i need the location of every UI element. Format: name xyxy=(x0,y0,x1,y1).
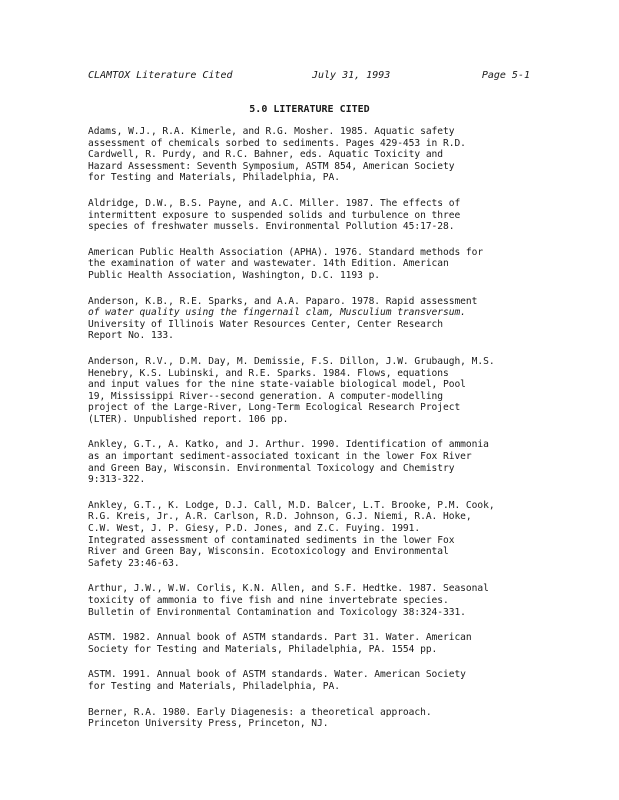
reference-entry xyxy=(88,126,536,184)
reference-line: Berner, R.A. 1980. Early Diagenesis: a theoretical approach. xyxy=(88,706,432,718)
reference-line: C.W. West, J. P. Giesy, P.D. Jones, and Z.C. Fuying. 1991. xyxy=(88,523,421,535)
reference-line: and Green Bay, Wisconsin. Environmental Toxicology and Chemistry xyxy=(88,462,455,474)
page-header xyxy=(88,70,530,84)
reference-line: Cardwell, R. Purdy, and R.C. Bahner, eds. Aquatic Toxicity and xyxy=(88,149,444,161)
reference-entry xyxy=(88,296,536,342)
reference-entry xyxy=(88,583,536,618)
header-date: July 31, 1993 xyxy=(312,70,391,81)
reference-line: ASTM. 1991. Annual book of ASTM standards. Water. American Society xyxy=(88,669,466,681)
reference-line: toxicity of ammonia to five fish and nine invertebrate species. xyxy=(88,595,449,606)
reference-entry xyxy=(88,198,536,233)
reference-line: Hazard Assessment: Seventh Symposium, ASTM 854, American Society xyxy=(88,160,455,172)
reference-line: 9:313-322. xyxy=(88,474,146,486)
reference-line: Ankley, G.T., K. Lodge, D.J. Call, M.D. Balcer, L.T. Brooke, P.M. Cook, xyxy=(88,499,495,511)
reference-line: Aldridge, D.W., B.S. Payne, and A.C. Miller. 1987. The effects of xyxy=(88,197,461,209)
reference-list xyxy=(88,126,536,744)
reference-line: for Testing and Materials, Philadelphia, PA. xyxy=(88,172,340,184)
reference-entry xyxy=(88,439,536,485)
reference-line: Adams, W.J., R.A. Kimerle, and R.G. Mosher. 1985. Aquatic safety xyxy=(88,126,455,137)
reference-line: Public Health Association, Washington, D.C. 1193 p. xyxy=(88,269,381,281)
reference-line: assessment of chemicals sorbed to sediments. Pages 429-453 in R.D. xyxy=(88,137,466,149)
header-document-title: CLAMTOX Literature Cited xyxy=(88,70,233,81)
reference-line: River and Green Bay, Wisconsin. Ecotoxicology and Environmental xyxy=(88,546,449,558)
reference-line: of water quality using the fingernail clam, Musculium transversum. xyxy=(88,307,466,319)
reference-line: Ankley, G.T., A. Katko, and J. Arthur. 1990. Identification of ammonia xyxy=(88,439,489,451)
reference-line: Henebry, K.S. Lubinski, and R.E. Sparks. 1984. Flows, equations xyxy=(88,367,449,379)
reference-line: American Public Health Association (APHA). 1976. Standard methods for xyxy=(88,246,484,258)
reference-entry xyxy=(88,707,536,730)
reference-line: Princeton University Press, Princeton, NJ. xyxy=(88,718,329,730)
reference-line: the examination of water and wastewater. 14th Edition. American xyxy=(88,258,449,270)
reference-line: 19, Mississippi River--second generation. A computer-modelling xyxy=(88,390,444,402)
reference-entry xyxy=(88,356,536,426)
reference-line: Anderson, R.V., D.M. Day, M. Demissie, F.S. Dillon, J.W. Grubaugh, M.S. xyxy=(88,355,495,367)
reference-line: Arthur, J.W., W.W. Corlis, K.N. Allen, and S.F. Hedtke. 1987. Seasonal xyxy=(88,583,489,595)
reference-line: University of Illinois Water Resources Center, Center Research xyxy=(88,318,444,330)
reference-entry xyxy=(88,247,536,282)
reference-line: intermittent exposure to suspended solids and turbulence on three xyxy=(88,209,461,221)
reference-line: Integrated assessment of contaminated sediments in the lower Fox xyxy=(88,534,455,546)
reference-line: (LTER). Unpublished report. 106 pp. xyxy=(88,413,289,425)
reference-line: Anderson, K.B., R.E. Sparks, and A.A. Paparo. 1978. Rapid assessment xyxy=(88,295,478,307)
reference-entry xyxy=(88,500,536,570)
reference-line: Society for Testing and Materials, Philadelphia, PA. 1554 pp. xyxy=(88,643,438,655)
reference-line: and input values for the nine state-vaiable biological model, Pool xyxy=(88,379,466,391)
reference-line: Bulletin of Environmental Contamination and Toxicology 38:324-331. xyxy=(88,606,466,618)
reference-line: Report No. 133. xyxy=(88,330,174,342)
header-page-number: Page 5-1 xyxy=(481,70,530,81)
reference-line: species of freshwater mussels. Environmental Pollution 45:17-28. xyxy=(88,221,455,233)
reference-line: Safety 23:46-63. xyxy=(88,557,180,569)
reference-line: for Testing and Materials, Philadelphia, PA. xyxy=(88,680,340,692)
reference-entry xyxy=(88,669,536,692)
reference-line: as an important sediment-associated toxicant in the lower Fox River xyxy=(88,451,472,463)
reference-line: project of the Large-River, Long-Term Ecological Research Project xyxy=(88,402,461,414)
reference-entry xyxy=(88,632,536,655)
section-title: 5.0 LITERATURE CITED xyxy=(249,104,370,115)
reference-line: R.G. Kreis, Jr., A.R. Carlson, R.D. Johnson, G.J. Niemi, R.A. Hoke, xyxy=(88,511,472,523)
reference-line: ASTM. 1982. Annual book of ASTM standards. Part 31. Water. American xyxy=(88,632,472,644)
